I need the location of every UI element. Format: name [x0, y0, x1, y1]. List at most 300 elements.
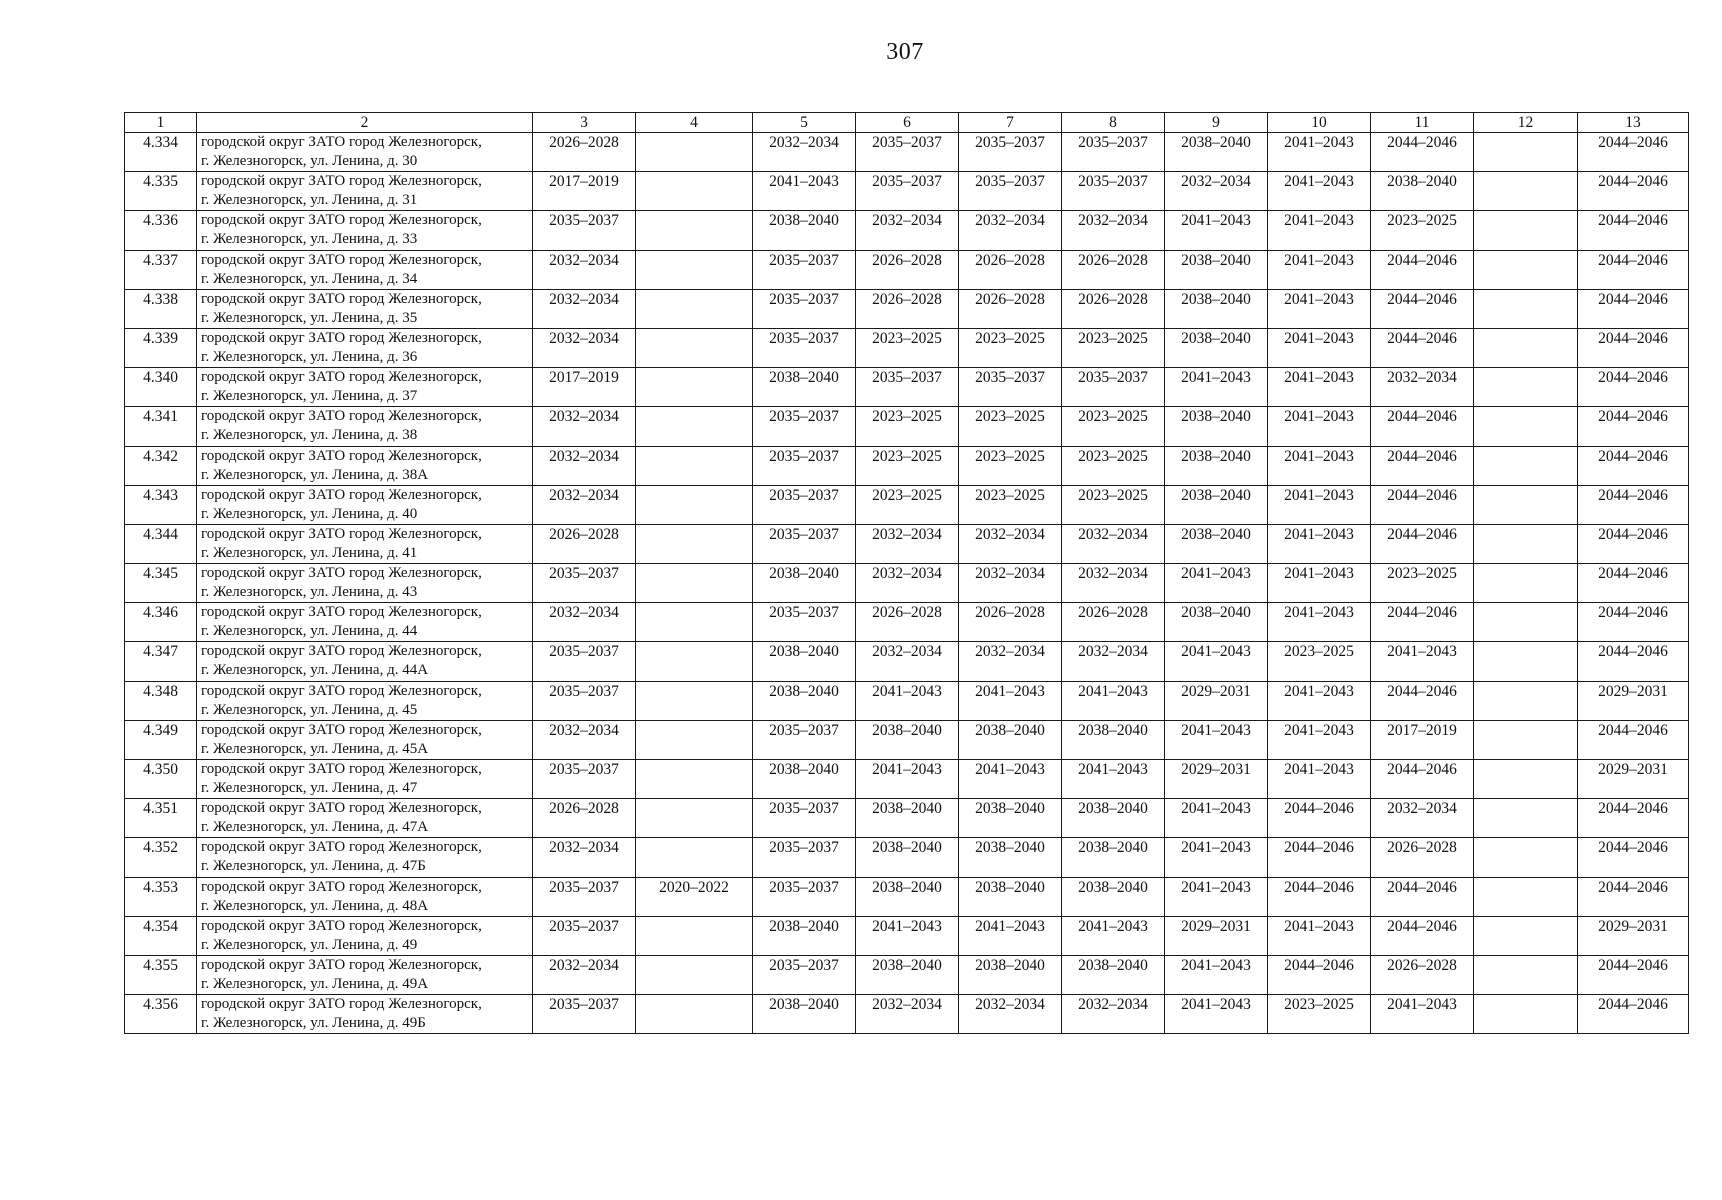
period-cell-6: 2032–2034: [856, 211, 959, 250]
table-body: [125, 133, 1689, 1034]
column-header-10: 10: [1268, 113, 1371, 133]
address-municipality: городской округ ЗАТО город Железногорск,: [201, 682, 482, 699]
address-street: г. Железногорск, ул. Ленина, д. 45А: [201, 740, 429, 757]
row-number: 4.334: [125, 133, 197, 172]
row-number: 4.347: [125, 642, 197, 681]
period-cell-6: 2035–2037: [856, 133, 959, 172]
period-cell-8: 2023–2025: [1062, 328, 1165, 367]
period-cell-6: 2035–2037: [856, 172, 959, 211]
period-cell-3: 2026–2028: [533, 524, 636, 563]
address-street: г. Железногорск, ул. Ленина, д. 49Б: [201, 1015, 426, 1032]
period-cell-7: 2041–2043: [959, 760, 1062, 799]
address-cell: [197, 564, 533, 603]
row-number: 4.345: [125, 564, 197, 603]
period-cell-8: 2032–2034: [1062, 995, 1165, 1034]
period-cell-4: [636, 564, 753, 603]
period-cell-8: 2026–2028: [1062, 250, 1165, 289]
address-street: г. Железногорск, ул. Ленина, д. 41: [201, 544, 418, 561]
period-cell-13: 2044–2046: [1578, 172, 1689, 211]
period-cell-7: 2035–2037: [959, 172, 1062, 211]
address-cell: [197, 799, 533, 838]
period-cell-8: 2035–2037: [1062, 172, 1165, 211]
period-cell-4: [636, 133, 753, 172]
period-cell-7: 2041–2043: [959, 681, 1062, 720]
period-cell-4: [636, 407, 753, 446]
period-cell-6: 2032–2034: [856, 995, 959, 1034]
period-cell-10: 2044–2046: [1268, 838, 1371, 877]
column-header-7: 7: [959, 113, 1062, 133]
period-cell-6: 2038–2040: [856, 955, 959, 994]
period-cell-4: 2020–2022: [636, 877, 753, 916]
period-cell-3: 2017–2019: [533, 368, 636, 407]
period-cell-4: [636, 955, 753, 994]
row-number: 4.351: [125, 799, 197, 838]
address-municipality: городской округ ЗАТО город Железногорск,: [201, 329, 482, 346]
period-cell-5: 2035–2037: [753, 485, 856, 524]
period-cell-3: 2017–2019: [533, 172, 636, 211]
address-street: г. Железногорск, ул. Ленина, д. 48А: [201, 897, 429, 914]
table-header: [125, 113, 1689, 133]
period-cell-12: [1474, 485, 1578, 524]
address-street: г. Железногорск, ул. Ленина, д. 31: [201, 192, 418, 209]
period-cell-5: 2038–2040: [753, 368, 856, 407]
period-cell-3: 2035–2037: [533, 760, 636, 799]
row-number: 4.355: [125, 955, 197, 994]
period-cell-4: [636, 172, 753, 211]
period-cell-9: 2038–2040: [1165, 524, 1268, 563]
period-cell-5: 2038–2040: [753, 211, 856, 250]
period-cell-13: 2044–2046: [1578, 368, 1689, 407]
table-row: [125, 368, 1689, 407]
period-cell-12: [1474, 760, 1578, 799]
address-street: г. Железногорск, ул. Ленина, д. 45: [201, 701, 418, 718]
period-cell-12: [1474, 838, 1578, 877]
period-cell-10: 2041–2043: [1268, 446, 1371, 485]
period-cell-11: 2017–2019: [1371, 720, 1474, 759]
period-cell-12: [1474, 172, 1578, 211]
period-cell-6: 2041–2043: [856, 760, 959, 799]
row-number: 4.336: [125, 211, 197, 250]
period-cell-5: 2038–2040: [753, 760, 856, 799]
period-cell-8: 2038–2040: [1062, 799, 1165, 838]
period-cell-4: [636, 524, 753, 563]
period-cell-12: [1474, 995, 1578, 1034]
period-cell-4: [636, 328, 753, 367]
period-cell-10: 2041–2043: [1268, 133, 1371, 172]
period-cell-12: [1474, 877, 1578, 916]
period-cell-9: 2038–2040: [1165, 603, 1268, 642]
column-header-13: 13: [1578, 113, 1689, 133]
period-cell-5: 2041–2043: [753, 172, 856, 211]
period-cell-8: 2023–2025: [1062, 407, 1165, 446]
period-cell-3: 2035–2037: [533, 681, 636, 720]
address-street: г. Железногорск, ул. Ленина, д. 43: [201, 584, 418, 601]
period-cell-7: 2038–2040: [959, 955, 1062, 994]
period-cell-6: 2032–2034: [856, 642, 959, 681]
address-cell: [197, 368, 533, 407]
table-row: [125, 446, 1689, 485]
period-cell-5: 2035–2037: [753, 524, 856, 563]
period-cell-6: 2041–2043: [856, 916, 959, 955]
column-header-12: 12: [1474, 113, 1578, 133]
address-street: г. Железногорск, ул. Ленина, д. 38: [201, 427, 418, 444]
period-cell-13: 2044–2046: [1578, 838, 1689, 877]
period-cell-10: 2041–2043: [1268, 368, 1371, 407]
period-cell-10: 2044–2046: [1268, 877, 1371, 916]
period-cell-9: 2041–2043: [1165, 211, 1268, 250]
period-cell-8: 2032–2034: [1062, 642, 1165, 681]
table-row: [125, 289, 1689, 328]
address-street: г. Железногорск, ул. Ленина, д. 49: [201, 936, 418, 953]
address-cell: [197, 172, 533, 211]
period-cell-7: 2023–2025: [959, 328, 1062, 367]
period-cell-11: 2044–2046: [1371, 328, 1474, 367]
address-street: г. Железногорск, ул. Ленина, д. 38А: [201, 466, 429, 483]
period-cell-8: 2038–2040: [1062, 838, 1165, 877]
period-cell-3: 2035–2037: [533, 564, 636, 603]
period-cell-3: 2035–2037: [533, 916, 636, 955]
period-cell-7: 2023–2025: [959, 485, 1062, 524]
period-cell-6: 2026–2028: [856, 250, 959, 289]
address-municipality: городской округ ЗАТО город Железногорск,: [201, 134, 482, 150]
period-cell-3: 2026–2028: [533, 133, 636, 172]
table-row: [125, 720, 1689, 759]
period-cell-10: 2041–2043: [1268, 564, 1371, 603]
period-cell-11: 2026–2028: [1371, 838, 1474, 877]
period-cell-9: 2032–2034: [1165, 172, 1268, 211]
period-cell-5: 2035–2037: [753, 328, 856, 367]
period-cell-5: 2032–2034: [753, 133, 856, 172]
period-cell-12: [1474, 289, 1578, 328]
address-cell: [197, 133, 533, 172]
period-cell-7: 2032–2034: [959, 642, 1062, 681]
period-cell-11: 2041–2043: [1371, 642, 1474, 681]
period-cell-10: 2041–2043: [1268, 485, 1371, 524]
row-number: 4.337: [125, 250, 197, 289]
period-cell-11: 2044–2046: [1371, 446, 1474, 485]
column-header-6: 6: [856, 113, 959, 133]
table-row: [125, 955, 1689, 994]
address-street: г. Железногорск, ул. Ленина, д. 37: [201, 388, 418, 405]
column-header-5: 5: [753, 113, 856, 133]
period-cell-4: [636, 916, 753, 955]
period-cell-9: 2041–2043: [1165, 955, 1268, 994]
period-cell-5: 2038–2040: [753, 916, 856, 955]
period-cell-7: 2032–2034: [959, 524, 1062, 563]
address-street: г. Железногорск, ул. Ленина, д. 47Б: [201, 858, 426, 875]
table-row: [125, 760, 1689, 799]
period-cell-13: 2029–2031: [1578, 916, 1689, 955]
period-cell-10: 2041–2043: [1268, 172, 1371, 211]
table-row: [125, 642, 1689, 681]
period-cell-9: 2041–2043: [1165, 564, 1268, 603]
period-cell-9: 2038–2040: [1165, 289, 1268, 328]
period-cell-10: 2041–2043: [1268, 250, 1371, 289]
period-cell-12: [1474, 955, 1578, 994]
column-header-1: 1: [125, 113, 197, 133]
row-number: 4.348: [125, 681, 197, 720]
period-cell-12: [1474, 211, 1578, 250]
address-municipality: городской округ ЗАТО город Железногорск,: [201, 447, 482, 464]
period-cell-4: [636, 995, 753, 1034]
column-header-2: 2: [197, 113, 533, 133]
period-cell-13: 2044–2046: [1578, 446, 1689, 485]
period-cell-12: [1474, 250, 1578, 289]
period-cell-8: 2032–2034: [1062, 211, 1165, 250]
period-cell-12: [1474, 681, 1578, 720]
period-cell-8: 2026–2028: [1062, 289, 1165, 328]
address-municipality: городской округ ЗАТО город Железногорск,: [201, 996, 482, 1013]
table-row: [125, 564, 1689, 603]
period-cell-5: 2038–2040: [753, 564, 856, 603]
address-cell: [197, 407, 533, 446]
period-cell-10: 2023–2025: [1268, 642, 1371, 681]
table-row: [125, 485, 1689, 524]
period-cell-11: 2044–2046: [1371, 916, 1474, 955]
period-cell-3: 2032–2034: [533, 603, 636, 642]
period-cell-11: 2038–2040: [1371, 172, 1474, 211]
period-cell-5: 2035–2037: [753, 250, 856, 289]
period-cell-8: 2023–2025: [1062, 485, 1165, 524]
period-cell-9: 2029–2031: [1165, 760, 1268, 799]
address-municipality: городской округ ЗАТО город Железногорск,: [201, 525, 482, 542]
period-cell-3: 2032–2034: [533, 328, 636, 367]
address-municipality: городской округ ЗАТО город Железногорск,: [201, 565, 482, 582]
period-cell-8: 2032–2034: [1062, 524, 1165, 563]
period-cell-8: 2041–2043: [1062, 760, 1165, 799]
period-cell-9: 2041–2043: [1165, 720, 1268, 759]
period-cell-12: [1474, 642, 1578, 681]
row-number: 4.344: [125, 524, 197, 563]
period-cell-9: 2038–2040: [1165, 250, 1268, 289]
period-cell-6: 2032–2034: [856, 524, 959, 563]
period-cell-5: 2035–2037: [753, 720, 856, 759]
period-cell-4: [636, 799, 753, 838]
period-cell-7: 2032–2034: [959, 211, 1062, 250]
address-street: г. Железногорск, ул. Ленина, д. 33: [201, 231, 418, 248]
row-number: 4.352: [125, 838, 197, 877]
period-cell-10: 2041–2043: [1268, 681, 1371, 720]
column-header-9: 9: [1165, 113, 1268, 133]
period-cell-7: 2032–2034: [959, 564, 1062, 603]
period-cell-11: 2044–2046: [1371, 133, 1474, 172]
period-cell-12: [1474, 133, 1578, 172]
period-cell-13: 2044–2046: [1578, 250, 1689, 289]
period-cell-3: 2032–2034: [533, 485, 636, 524]
period-cell-11: 2041–2043: [1371, 995, 1474, 1034]
period-cell-3: 2035–2037: [533, 995, 636, 1034]
period-cell-4: [636, 485, 753, 524]
address-municipality: городской округ ЗАТО город Железногорск,: [201, 408, 482, 425]
period-cell-13: 2044–2046: [1578, 603, 1689, 642]
period-cell-6: 2038–2040: [856, 720, 959, 759]
period-cell-11: 2032–2034: [1371, 799, 1474, 838]
period-cell-12: [1474, 328, 1578, 367]
schedule-table-container: [124, 112, 1688, 1034]
address-cell: [197, 955, 533, 994]
period-cell-7: 2035–2037: [959, 368, 1062, 407]
period-cell-12: [1474, 603, 1578, 642]
table-row: [125, 407, 1689, 446]
period-cell-8: 2032–2034: [1062, 564, 1165, 603]
period-cell-9: 2041–2043: [1165, 838, 1268, 877]
period-cell-4: [636, 720, 753, 759]
address-municipality: городской округ ЗАТО город Железногорск,: [201, 800, 482, 817]
period-cell-3: 2032–2034: [533, 289, 636, 328]
period-cell-8: 2038–2040: [1062, 877, 1165, 916]
period-cell-8: 2041–2043: [1062, 916, 1165, 955]
period-cell-5: 2035–2037: [753, 603, 856, 642]
period-cell-11: 2044–2046: [1371, 485, 1474, 524]
period-cell-11: 2044–2046: [1371, 877, 1474, 916]
period-cell-5: 2038–2040: [753, 642, 856, 681]
address-municipality: городской округ ЗАТО город Железногорск,: [201, 369, 482, 386]
period-cell-12: [1474, 446, 1578, 485]
period-cell-6: 2023–2025: [856, 407, 959, 446]
address-cell: [197, 211, 533, 250]
address-municipality: городской округ ЗАТО город Железногорск,: [201, 212, 482, 229]
period-cell-12: [1474, 407, 1578, 446]
period-cell-12: [1474, 799, 1578, 838]
period-cell-13: 2044–2046: [1578, 877, 1689, 916]
address-street: г. Железногорск, ул. Ленина, д. 44: [201, 623, 418, 640]
period-cell-7: 2023–2025: [959, 407, 1062, 446]
address-cell: [197, 720, 533, 759]
period-cell-8: 2035–2037: [1062, 133, 1165, 172]
address-cell: [197, 760, 533, 799]
period-cell-13: 2029–2031: [1578, 681, 1689, 720]
period-cell-3: 2032–2034: [533, 955, 636, 994]
period-cell-11: 2044–2046: [1371, 760, 1474, 799]
address-municipality: городской округ ЗАТО город Железногорск,: [201, 839, 482, 856]
period-cell-9: 2038–2040: [1165, 328, 1268, 367]
address-cell: [197, 838, 533, 877]
address-street: г. Железногорск, ул. Ленина, д. 49А: [201, 975, 429, 992]
period-cell-6: 2032–2034: [856, 564, 959, 603]
address-cell: [197, 681, 533, 720]
period-cell-5: 2035–2037: [753, 446, 856, 485]
table-row: [125, 524, 1689, 563]
period-cell-13: 2044–2046: [1578, 211, 1689, 250]
row-number: 4.340: [125, 368, 197, 407]
table-row: [125, 995, 1689, 1034]
period-cell-10: 2041–2043: [1268, 524, 1371, 563]
period-cell-4: [636, 368, 753, 407]
period-cell-11: 2044–2046: [1371, 250, 1474, 289]
period-cell-13: 2044–2046: [1578, 289, 1689, 328]
period-cell-8: 2038–2040: [1062, 955, 1165, 994]
column-header-8: 8: [1062, 113, 1165, 133]
period-cell-9: 2038–2040: [1165, 446, 1268, 485]
period-cell-9: 2038–2040: [1165, 133, 1268, 172]
period-cell-11: 2044–2046: [1371, 407, 1474, 446]
period-cell-5: 2035–2037: [753, 877, 856, 916]
address-municipality: городской округ ЗАТО город Железногорск,: [201, 173, 482, 190]
period-cell-11: 2032–2034: [1371, 368, 1474, 407]
period-cell-12: [1474, 368, 1578, 407]
row-number: 4.341: [125, 407, 197, 446]
row-number: 4.356: [125, 995, 197, 1034]
table-row: [125, 250, 1689, 289]
row-number: 4.335: [125, 172, 197, 211]
period-cell-5: 2035–2037: [753, 799, 856, 838]
period-cell-7: 2038–2040: [959, 838, 1062, 877]
period-cell-5: 2035–2037: [753, 407, 856, 446]
address-street: г. Железногорск, ул. Ленина, д. 44А: [201, 662, 429, 679]
period-cell-9: 2038–2040: [1165, 407, 1268, 446]
period-cell-10: 2041–2043: [1268, 407, 1371, 446]
address-municipality: городской округ ЗАТО город Железногорск,: [201, 604, 482, 621]
period-cell-9: 2029–2031: [1165, 916, 1268, 955]
period-cell-5: 2038–2040: [753, 681, 856, 720]
table-row: [125, 603, 1689, 642]
period-cell-10: 2041–2043: [1268, 720, 1371, 759]
period-cell-4: [636, 838, 753, 877]
period-cell-7: 2023–2025: [959, 446, 1062, 485]
page-number: 307: [886, 39, 924, 65]
period-cell-3: 2035–2037: [533, 877, 636, 916]
period-cell-9: 2041–2043: [1165, 995, 1268, 1034]
address-cell: [197, 995, 533, 1034]
table-row: [125, 916, 1689, 955]
table-row: [125, 838, 1689, 877]
period-cell-8: 2038–2040: [1062, 720, 1165, 759]
period-cell-13: 2044–2046: [1578, 524, 1689, 563]
period-cell-7: 2038–2040: [959, 799, 1062, 838]
period-cell-6: 2038–2040: [856, 799, 959, 838]
period-cell-13: 2044–2046: [1578, 328, 1689, 367]
address-municipality: городской округ ЗАТО город Железногорск,: [201, 721, 482, 738]
period-cell-3: 2035–2037: [533, 211, 636, 250]
period-cell-6: 2023–2025: [856, 485, 959, 524]
period-cell-11: 2044–2046: [1371, 603, 1474, 642]
period-cell-7: 2026–2028: [959, 603, 1062, 642]
address-cell: [197, 642, 533, 681]
period-cell-4: [636, 211, 753, 250]
period-cell-11: 2023–2025: [1371, 211, 1474, 250]
address-municipality: городской округ ЗАТО город Железногорск,: [201, 251, 482, 268]
period-cell-4: [636, 603, 753, 642]
period-cell-6: 2035–2037: [856, 368, 959, 407]
address-municipality: городской округ ЗАТО город Железногорск,: [201, 878, 482, 895]
row-number: 4.339: [125, 328, 197, 367]
address-municipality: городской округ ЗАТО город Железногорск,: [201, 643, 482, 660]
period-cell-8: 2035–2037: [1062, 368, 1165, 407]
period-cell-11: 2044–2046: [1371, 289, 1474, 328]
table-row: [125, 172, 1689, 211]
address-cell: [197, 916, 533, 955]
period-cell-9: 2041–2043: [1165, 877, 1268, 916]
row-number: 4.343: [125, 485, 197, 524]
period-cell-4: [636, 681, 753, 720]
row-number: 4.342: [125, 446, 197, 485]
period-cell-13: 2044–2046: [1578, 995, 1689, 1034]
period-cell-9: 2041–2043: [1165, 368, 1268, 407]
period-cell-9: 2038–2040: [1165, 485, 1268, 524]
period-cell-10: 2023–2025: [1268, 995, 1371, 1034]
row-number: 4.349: [125, 720, 197, 759]
period-cell-11: 2044–2046: [1371, 681, 1474, 720]
period-cell-10: 2041–2043: [1268, 916, 1371, 955]
period-cell-9: 2029–2031: [1165, 681, 1268, 720]
header-row: [125, 113, 1689, 133]
period-cell-8: 2023–2025: [1062, 446, 1165, 485]
period-cell-3: 2035–2037: [533, 642, 636, 681]
address-street: г. Железногорск, ул. Ленина, д. 36: [201, 348, 418, 365]
period-cell-11: 2044–2046: [1371, 524, 1474, 563]
address-street: г. Железногорск, ул. Ленина, д. 47: [201, 780, 418, 796]
period-cell-13: 2029–2031: [1578, 760, 1689, 799]
